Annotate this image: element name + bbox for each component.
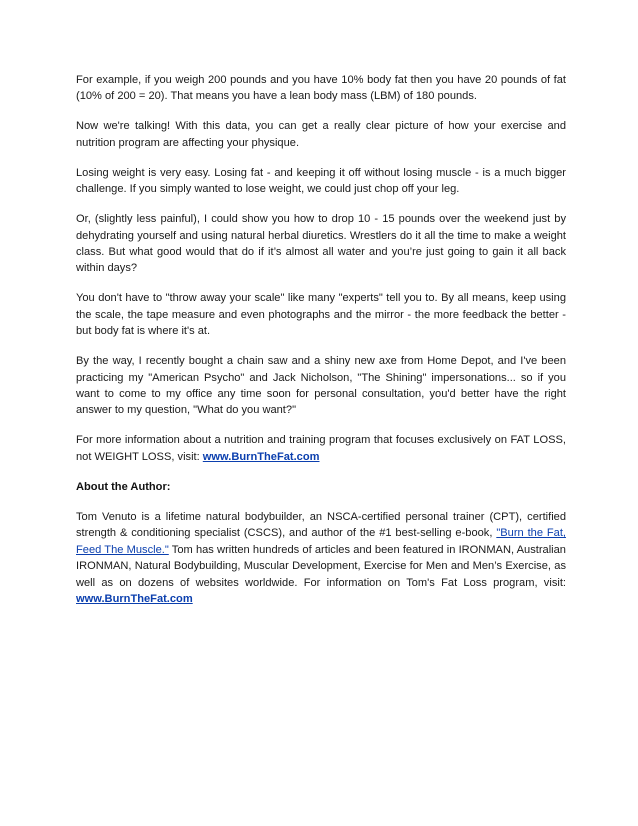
- document-page: [76, 72, 566, 621]
- burnthefat-link[interactable]: www.BurnTheFat.com: [202, 450, 320, 463]
- paragraph-dehydration: Or, (slightly less painful), I could show you how to drop 10 - 15 pounds over the weekend just by dehydrating yourself and using natural herbal diuretics. Wrestlers do it all the time to make a weight class. But what good would that do if it’s almost all water and you’re just going to gain it all back within days?: [76, 213, 566, 275]
- author-bio: [76, 509, 566, 607]
- author-bio-part2: Tom has written hundreds of articles and been featured in IRONMAN, Australian IRONMAN, Natural Bodybuilding, Muscular Development, Exercise for Men and Men’s Exercise, as well as on dozens of websites worldwide. For information on Tom's Fat Loss program, visit:: [76, 543, 566, 589]
- more-info-text: For more information about a nutrition and training program that focuses exclusively on FAT LOSS, not WEIGHT LOSS, visit:: [76, 434, 566, 463]
- author-site-link[interactable]: www.BurnTheFat.com: [76, 592, 193, 605]
- paragraph-clear-picture: Now we're talking! With this data, you can get a really clear picture of how your exercise and nutrition program are affecting your physique.: [76, 120, 566, 149]
- paragraph-losing-weight: Losing weight is very easy. Losing fat - and keeping it off without losing muscle - is a much bigger challenge. If you simply wanted to lose weight, we could just chop off your leg.: [76, 166, 566, 196]
- about-author-heading: About the Author:: [76, 480, 171, 493]
- author-bio-part1: Tom Venuto is a lifetime natural bodybuilder, an NSCA-certified personal trainer (CPT), certified strength & conditioning specialist (CSCS), and author of the #1 best-selling e-book,: [76, 510, 566, 540]
- paragraph-more-info: [76, 432, 566, 465]
- paragraph-chain-saw: By the way, I recently bought a chain saw and a shiny new axe from Home Depot, and I've been practicing my "American Psycho" and Jack Nicholson, "The Shining" impersonations... so if you want to come to my office any time soon for personal consultation, you'd better have the right answer to my question, "What do you want?": [76, 355, 566, 417]
- book-title-link[interactable]: "Burn the Fat, Feed The Muscle.": [76, 527, 566, 556]
- paragraph-body-fat-example: For example, if you weigh 200 pounds and you have 10% body fat then you have 20 pounds of fat (10% of 200 = 20). That means you have a lean body mass (LBM) of 180 pounds.: [76, 74, 566, 103]
- paragraph-scale-advice: You don't have to "throw away your scale" like many "experts" tell you to. By all means, keep using the scale, the tape measure and even photographs and the mirror - the more feedback the better - but body fat is where it's at.: [76, 292, 566, 338]
